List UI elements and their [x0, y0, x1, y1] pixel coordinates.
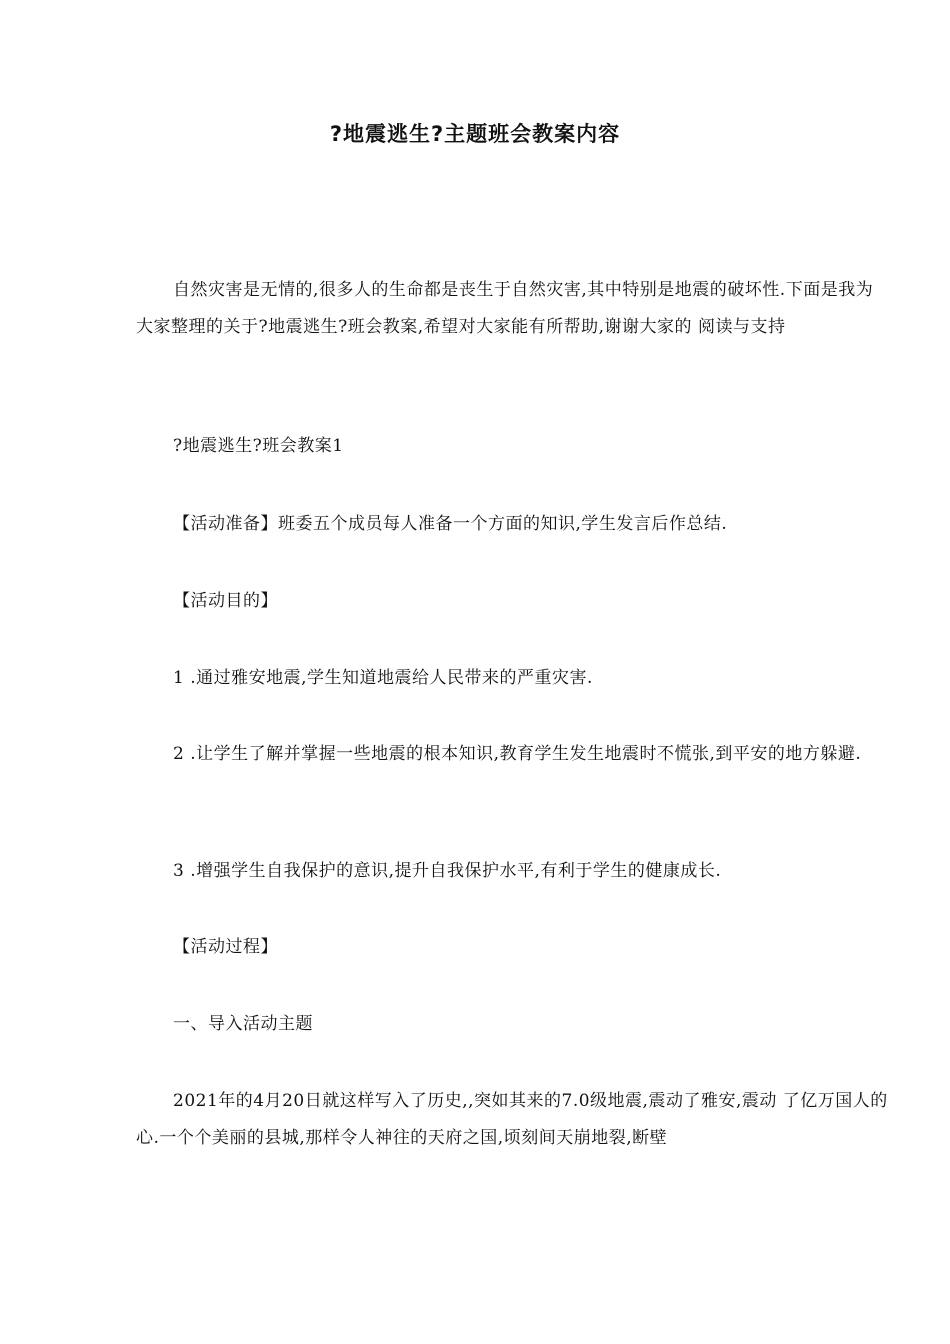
purpose-item-1: 1 .通过雅安地震,学生知道地震给人民带来的严重灾害. — [173, 668, 593, 688]
activity-purpose-heading: 【活动目的】 — [173, 591, 278, 611]
intro-paragraph: 自然灾害是无情的,很多人的生命都是丧生于自然灾害,其中特别是地震的破坏性.下面是我为大家整理的关于?地震逃生?班会教案,希望对大家能有所帮助,谢谢大家的 阅读与支持 — [136, 280, 874, 337]
activity-preparation: 【活动准备】班委五个成员每人准备一个方面的知识,学生发言后作总结. — [173, 514, 728, 534]
document-title: ?地震逃生?主题班会教案内容 — [329, 122, 621, 146]
section-heading-1: 一、导入活动主题 — [173, 1014, 313, 1034]
body-paragraph: 2021年的4月20日就这样写入了历史,,突如其来的7.0级地震,震动了雅安,震动 了亿万国人的心.一个个美丽的县城,那样令人神往的天府之国,顷刻间天崩地裂,断壁 — [136, 1091, 888, 1148]
activity-process-heading: 【活动过程】 — [173, 937, 278, 957]
purpose-item-3: 3 .增强学生自我保护的意识,提升自我保护水平,有利于学生的健康成长. — [173, 861, 722, 881]
lesson-plan-heading: ?地震逃生?班会教案1 — [173, 436, 344, 456]
purpose-item-2: 2 .让学生了解并掌握一些地震的根本知识,教育学生发生地震时不慌张,到平安的地方躲避. — [173, 744, 862, 764]
